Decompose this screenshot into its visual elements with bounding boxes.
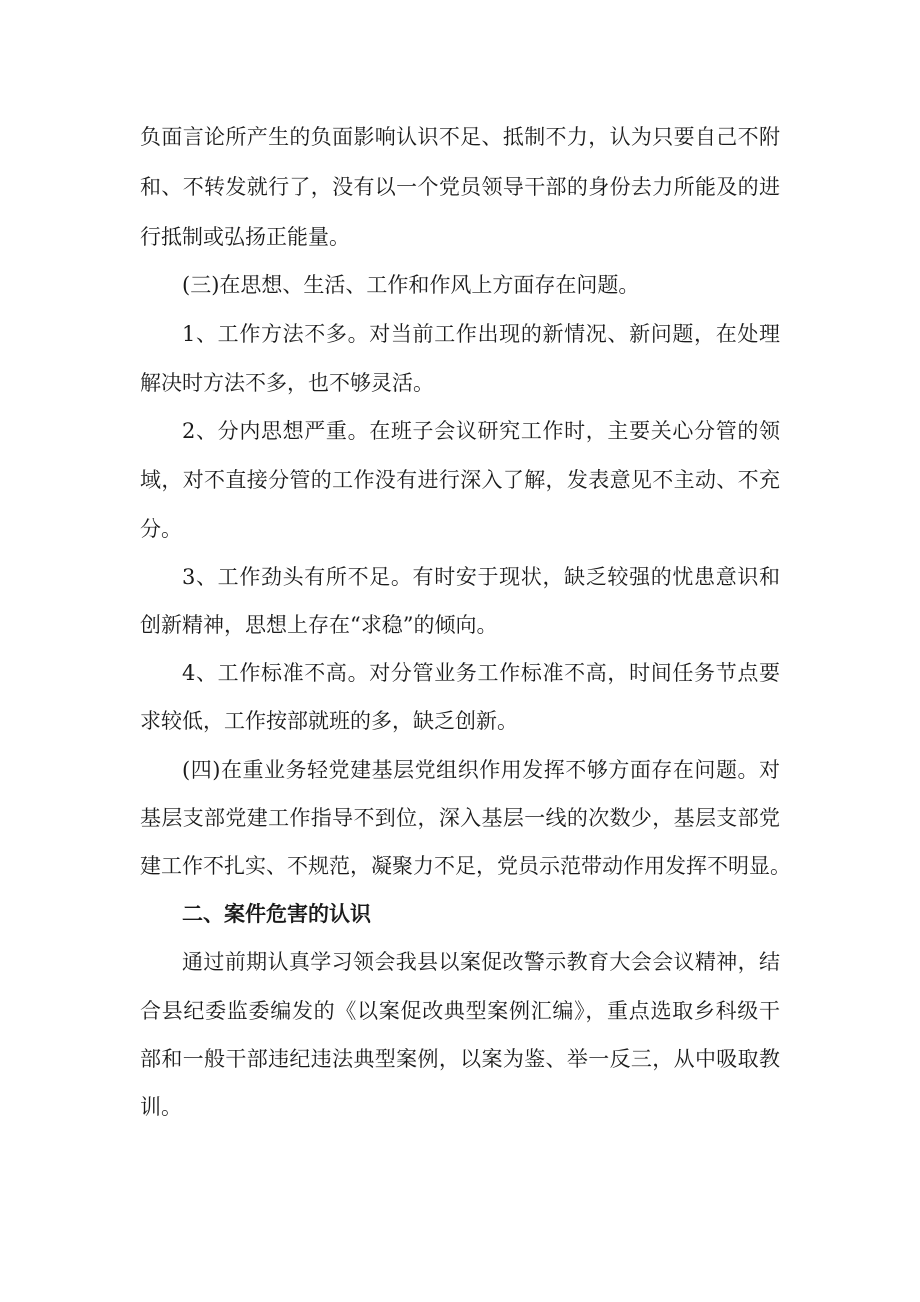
section-heading: (四)在重业务轻党建基层党组织作用发挥不够方面存在问题。对 xyxy=(182,758,780,782)
body-text-line: 训。 xyxy=(140,1095,182,1119)
body-text-line: 和、不转发就行了，没有以一个党员领导干部的身份去力所能及的进 xyxy=(140,175,780,199)
body-text-line: 域，对不直接分管的工作没有进行深入了解，发表意见不主动、不充 xyxy=(140,468,780,492)
chapter-heading: 二、案件危害的认识 xyxy=(182,902,371,926)
body-text-line: 行抵制或弘扬正能量。 xyxy=(140,225,350,249)
body-text-line: 负面言论所产生的负面影响认识不足、抵制不力，认为只要自己不附 xyxy=(140,125,780,149)
section-heading: (三)在思想、生活、工作和作风上方面存在问题。 xyxy=(182,273,640,297)
body-text-line: 创新精神，思想上存在“求稳”的倾向。 xyxy=(140,613,498,637)
body-text-line: 解决时方法不多，也不够灵活。 xyxy=(140,371,434,395)
body-text-line: 分。 xyxy=(140,517,182,541)
body-text-line: 合县纪委监委编发的《以案促改典型案例汇编》，重点选取乡科级干 xyxy=(140,999,780,1023)
body-text-line: 基层支部党建工作指导不到位，深入基层一线的次数少，基层支部党 xyxy=(140,806,780,830)
body-text-line: 3、工作劲头有所不足。有时安于现状，缺乏较强的忧患意识和 xyxy=(182,565,780,589)
body-text-line: 4、工作标准不高。对分管业务工作标准不高，时间任务节点要 xyxy=(182,661,780,685)
body-text-line: 1、工作方法不多。对当前工作出现的新情况、新问题，在处理 xyxy=(182,322,780,346)
body-text-line: 部和一般干部违纪违法典型案例，以案为鉴、举一反三，从中吸取教 xyxy=(140,1047,780,1071)
body-text-line: 2、分内思想严重。在班子会议研究工作时，主要关心分管的领 xyxy=(182,419,780,443)
body-text-line: 通过前期认真学习领会我县以案促改警示教育大会会议精神，结 xyxy=(182,950,780,974)
body-text-line: 求较低，工作按部就班的多，缺乏创新。 xyxy=(140,709,518,733)
body-text-line: 建工作不扎实、不规范，凝聚力不足，党员示范带动作用发挥不明显。 xyxy=(140,854,791,878)
